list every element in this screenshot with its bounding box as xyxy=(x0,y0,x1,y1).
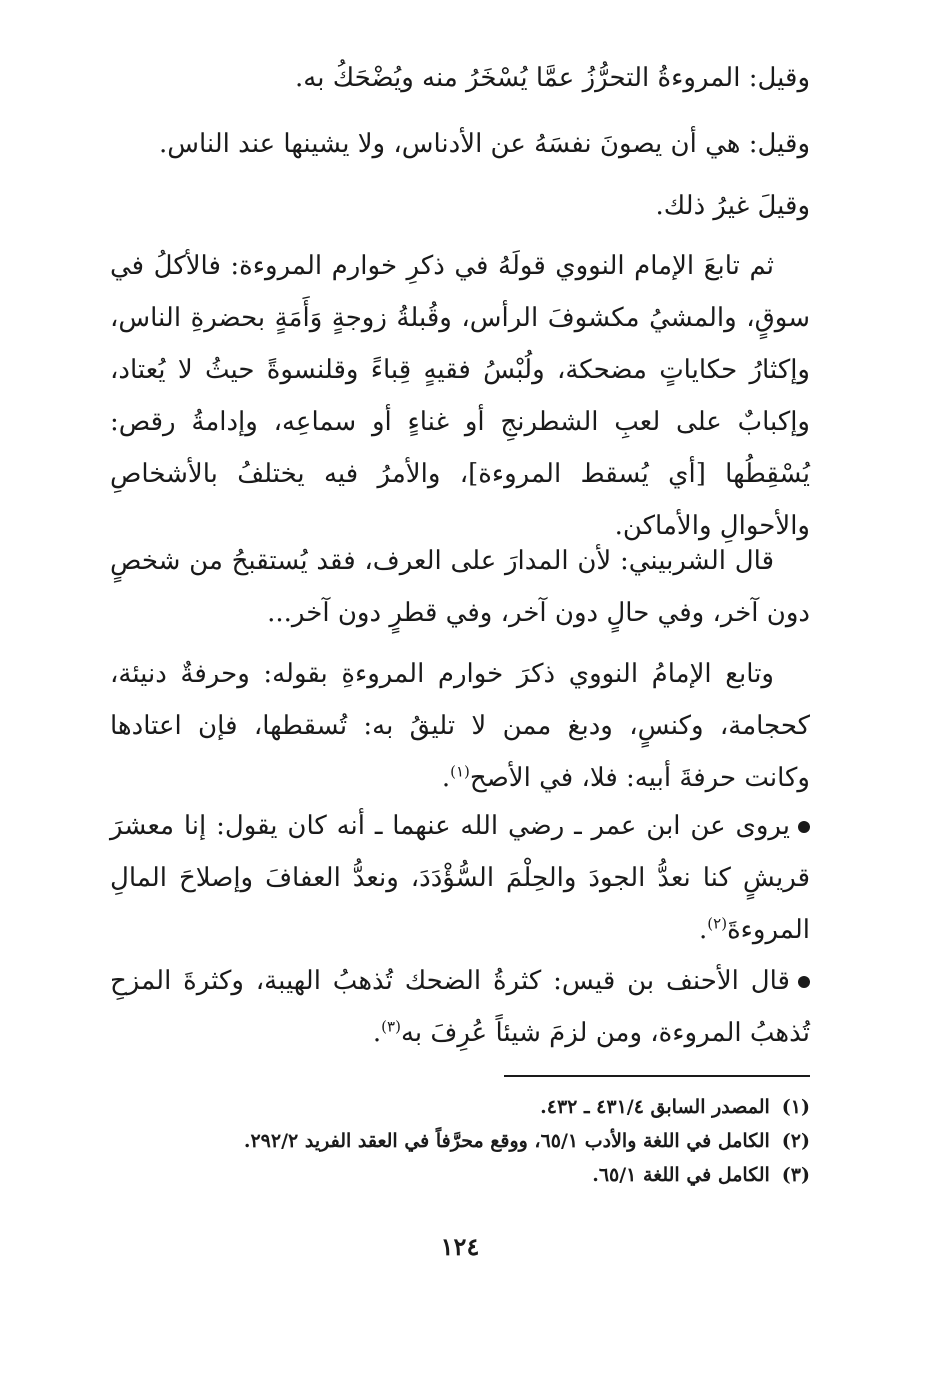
bullet-icon xyxy=(798,976,810,988)
paragraph-3-text: وقيلَ غيرُ ذلك. xyxy=(655,191,810,221)
footnote-ref-2[interactable]: (٢) xyxy=(707,914,728,933)
paragraph-5-text: قال الشربيني: لأن المدارَ على العرف، فقد يُستقبحُ من شخصٍ دون آخر، وفي حالٍ دون آخر، وفي قطرٍ دون آخر... xyxy=(110,546,810,628)
paragraph-8-text: قال الأحنف بن قيس: كثرةُ الضحك تُذهبُ الهيبة، وكثرةَ المزحِ تُذهبُ المروءة، ومن لزمَ شيئاً عُرِفَ به xyxy=(110,966,810,1048)
paragraph-3 xyxy=(110,180,810,232)
paragraph-1-text: وقيل: المروءةُ التحرُّزُ عمَّا يُسْخَرُ منه ويُضْحَكُ به. xyxy=(295,63,810,93)
paragraph-6-end: . xyxy=(441,763,451,793)
footnote-number: (١) xyxy=(781,1096,810,1118)
paragraph-6 xyxy=(110,648,810,804)
footnote-ref-1[interactable]: (١) xyxy=(450,762,470,781)
paragraph-7-end: . xyxy=(699,915,708,945)
bullet-icon xyxy=(798,821,810,833)
footnote-2 xyxy=(110,1124,810,1158)
paragraph-2-text: وقيل: هي أن يصونَ نفسَهُ عن الأدناس، ولا يشينها عند الناس. xyxy=(158,129,810,159)
footnote-divider xyxy=(504,1075,810,1077)
footnote-text: المصدر السابق ٤٣١/٤ ـ ٤٣٢. xyxy=(540,1096,770,1118)
paragraph-6-text: وتابع الإمامُ النووي ذكرَ خوارم المروءةِ بقوله: وحرفةٌ دنيئة، كحجامة، وكنسٍ، ودبغ ممن لا تليقُ به: تُسقطها، فإن اعتادها وكانت حرفةَ أبيه: فلا، في الأصح xyxy=(110,659,810,793)
footnote-number: (٢) xyxy=(781,1130,810,1152)
paragraph-5 xyxy=(110,535,810,639)
paragraph-4 xyxy=(110,240,810,552)
paragraph-8-end: . xyxy=(372,1018,382,1048)
paragraph-1 xyxy=(110,52,810,104)
footnote-text: الكامل في اللغة والأدب ٦٥/١، ووقع محرَّفاً في العقد الفريد ٢٩٢/٢. xyxy=(243,1130,770,1152)
paragraph-4-text: ثم تابعَ الإمام النووي قولَهُ في ذكرِ خوارم المروءة: فالأكلُ في سوقٍ، والمشيُ مكشوفَ الرأس، وقُبلةُ زوجةٍ وَأَمَةٍ بحضرةِ الناس، وإكثارُ حكاياتٍ مضحكة، ولُبْسُ فقيهٍ قِباءً وقلنسوةً حيثُ لا يُعتاد، وإكبابٌ على لعبِ الشطرنجِ أو غناءٍ أو سماعِه، وإدامةُ رقص: يُسْقِطُها [أي يُسقط المروءة]، والأمرُ فيه يختلفُ بالأشخاصِ والأحوالِ والأماكن. xyxy=(110,251,810,541)
footnote-text: الكامل في اللغة ٦٥/١. xyxy=(592,1164,770,1186)
footnote-ref-3[interactable]: (٣) xyxy=(381,1017,401,1036)
page-number: ١٢٤ xyxy=(440,1232,480,1261)
book-page xyxy=(110,0,810,1383)
paragraph-7 xyxy=(110,800,810,956)
footnote-1 xyxy=(110,1090,810,1124)
paragraph-8 xyxy=(110,955,810,1059)
footnote-3 xyxy=(110,1158,810,1192)
footnote-number: (٣) xyxy=(781,1164,810,1186)
footnotes xyxy=(110,1090,810,1192)
paragraph-7-text: يروى عن ابن عمر ـ رضي الله عنهما ـ أنه كان يقول: إنا معشرَ قريشٍ كنا نعدُّ الجودَ والحِلْمَ السُّؤْدَدَ، ونعدُّ العفافَ وإصلاحَ المالِ المروءةَ xyxy=(110,811,810,945)
paragraph-2 xyxy=(110,118,810,170)
